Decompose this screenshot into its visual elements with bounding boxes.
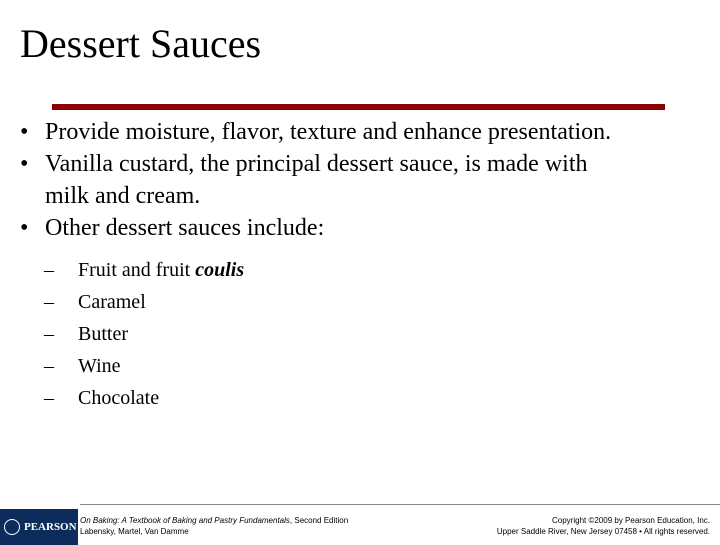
slide-footer	[0, 504, 720, 540]
copyright-notice	[497, 515, 710, 537]
bullet-item	[20, 212, 720, 244]
sub-bullet-emphasis: coulis	[195, 259, 245, 281]
book-edition: , Second Edition	[289, 516, 349, 525]
sub-bullet-item	[44, 350, 444, 382]
sub-bullet-text: Fruit and fruit	[78, 259, 196, 281]
bullet-mark: •	[20, 151, 29, 177]
dash-mark: –	[44, 259, 54, 281]
footer-divider	[80, 504, 720, 505]
bullet-mark: •	[20, 119, 29, 145]
sub-bullet-item	[44, 382, 444, 414]
bullet-text: Provide moisture, flavor, texture and enhance presentation.	[45, 119, 612, 145]
dash-mark: –	[44, 291, 54, 313]
sub-bullet-item	[44, 286, 444, 318]
book-authors: Labensky, Martel, Van Damme	[80, 527, 189, 536]
bullet-text: Vanilla custard, the principal dessert sauce, is made with	[45, 151, 588, 177]
slide-title: Dessert Sauces	[20, 21, 262, 66]
bullet-text-continued: milk and cream.	[45, 183, 201, 209]
bullet-item	[20, 148, 720, 212]
sub-bullet-item	[44, 254, 444, 286]
bullet-item	[20, 116, 720, 148]
pearson-seal-icon	[4, 519, 20, 535]
dash-mark: –	[44, 387, 54, 409]
bullet-text: Other dessert sauces include:	[45, 215, 325, 241]
sub-bullet-text: Caramel	[78, 291, 146, 313]
title-divider	[52, 104, 665, 110]
bullet-list	[20, 116, 720, 244]
sub-bullet-text: Chocolate	[78, 387, 160, 409]
dash-mark: –	[44, 355, 54, 377]
sub-bullet-item	[44, 318, 444, 350]
book-citation	[80, 515, 348, 537]
dash-mark: –	[44, 323, 54, 345]
publisher-address: Upper Saddle River, New Jersey 07458 • All rights reserved.	[496, 527, 710, 536]
logo-text: PEARSON	[24, 521, 77, 533]
sub-bullet-text: Butter	[78, 323, 128, 345]
copyright-text: Copyright ©2009 by Pearson Education, Inc.	[552, 516, 710, 525]
book-title: On Baking: A Textbook of Baking and Pastry Fundamentals	[80, 516, 290, 525]
bullet-mark: •	[20, 215, 29, 241]
sub-bullet-text: Wine	[78, 355, 121, 377]
sub-bullet-list	[44, 254, 444, 414]
